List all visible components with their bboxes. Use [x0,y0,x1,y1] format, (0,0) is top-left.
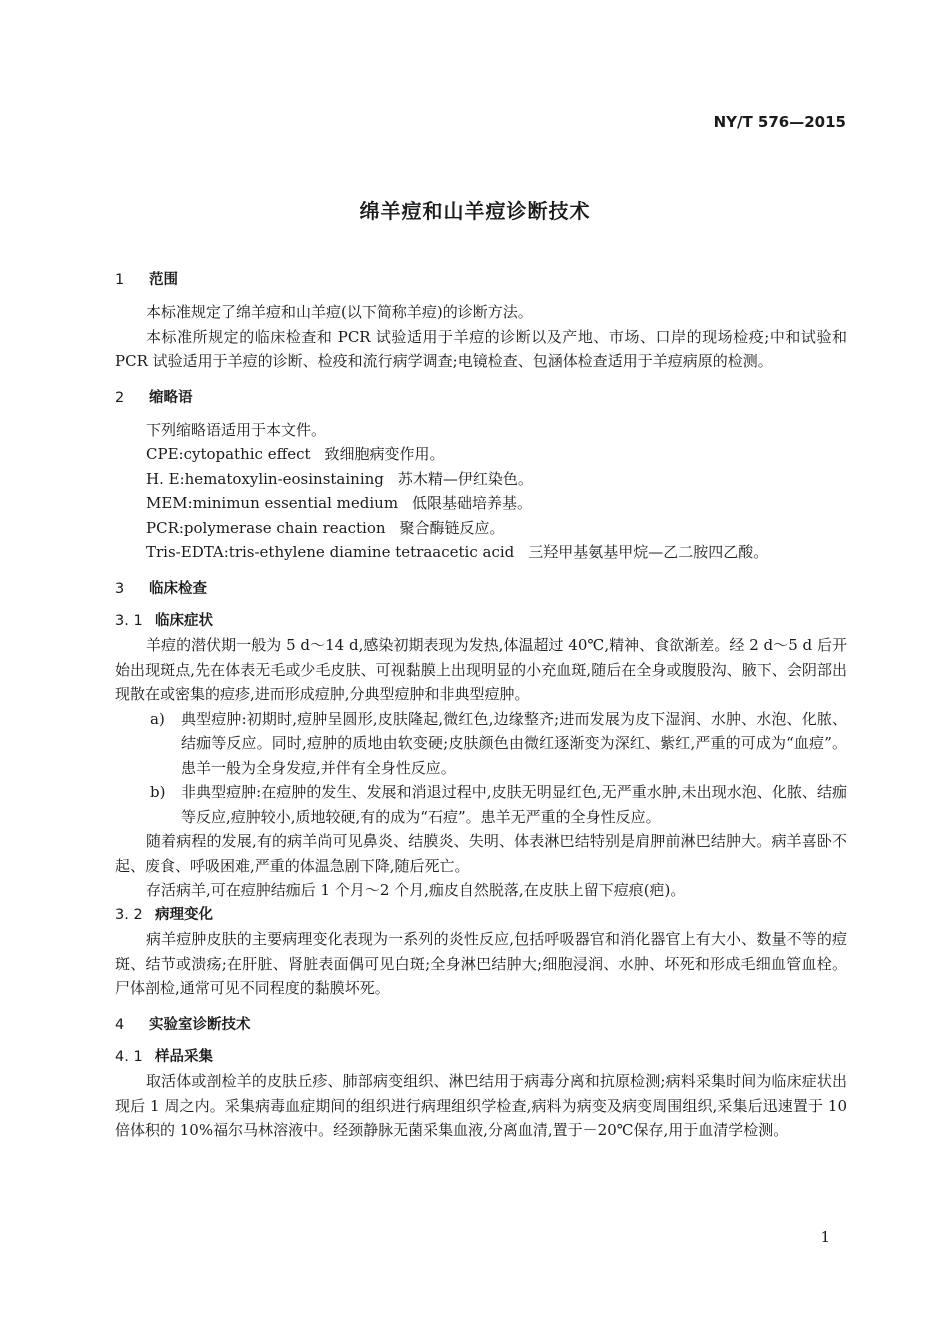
abbreviation-item [115,467,847,492]
section-title: 范围 [149,272,178,288]
section-number: 4 [115,1016,125,1033]
section-title: 实验室诊断技术 [149,1016,251,1033]
abbreviation-term: PCR:polymerase chain reaction [146,518,386,537]
section-number: 2 [115,389,125,406]
abbreviation-term: CPE:cytopathic effect [146,445,311,463]
abbreviation-meaning: 致细胞病变作用。 [324,445,445,463]
subsection-number: 3. 1 [115,612,143,629]
abbreviation-meaning: 聚合酶链反应。 [399,518,505,537]
abbreviation-meaning: 苏木精—伊红染色。 [397,469,533,488]
section-number: 1 [115,272,125,288]
list-label: b) [150,783,166,801]
subsection-title: 样品采集 [155,1048,213,1065]
subsection-title: 病理变化 [155,906,213,923]
abbreviation-item [115,540,847,565]
paragraph: 下列缩略语适用于本文件。 [146,420,327,439]
subsection-number: 3. 2 [115,906,143,923]
subsection-3-2-heading [115,903,847,928]
paragraph: 本标准所规定的临床检查和 PCR 试验适用于羊痘的诊断以及产地、市场、口岸的现场检疫;中和试验和 PCR 试验适用于羊痘的诊断、检疫和流行病学调查;电镜检查、包涵体检查适用于羊痘病原的检测。 [115,327,847,370]
abbreviation-meaning: 低限基础培养基。 [412,494,533,512]
standard-number: NY/T 576—2015 [713,113,846,131]
abbreviation-item [115,516,847,541]
abbreviation-item [115,491,847,516]
section-title: 临床检查 [149,580,207,597]
list-item-b [115,780,847,829]
section-2-heading [115,386,847,410]
document-body [115,268,847,1143]
subsection-number: 4. 1 [115,1048,143,1065]
paragraph: 本标准规定了绵羊痘和山羊痘(以下简称羊痘)的诊断方法。 [146,303,533,321]
list-text: 非典型痘肿:在痘肿的发生、发展和消退过程中,皮肤无明显红色,无严重水肿,未出现水泡、化脓、结痂等反应,痘肿较小,质地较硬,有的成为“石痘”。患羊无严重的全身性反应。 [181,783,847,826]
section-3-heading [115,577,847,601]
abbreviation-item [115,442,847,467]
section-4-heading [115,1013,847,1037]
abbreviation-term: Tris-EDTA:tris-ethylene diamine tetraacetic acid [146,543,515,561]
paragraph: 取活体或剖检羊的皮肤丘疹、肺部病变组织、淋巴结用于病毒分离和抗原检测;病料采集时间为临床症状出现后 1 周之内。采集病毒血症期间的组织进行病理组织学检查,病料为病变及病变周围组织,采集后迅速置于 10 倍体积的 10%福尔马林溶液中。经颈静脉无菌采集血液,分离血清,置于－20℃保存,用于血清学检测。 [115,1072,847,1139]
list-label: a) [150,709,165,728]
list-text: 典型痘肿:初期时,痘肿呈圆形,皮肤隆起,微红色,边缘整齐;进而发展为皮下湿润、水肿、水泡、化脓、结痂等反应。同时,痘肿的质地由软变硬;皮肤颜色由微红逐渐变为深红、紫红,严重的可成为“血痘”。患羊一般为全身发痘,并伴有全身性反应。 [181,709,847,777]
page-number: 1 [820,1228,830,1246]
section-number: 3 [115,580,125,597]
section-title: 缩略语 [149,389,193,406]
section-1-heading [115,268,847,292]
document-title: 绵羊痘和山羊痘诊断技术 [359,199,591,223]
paragraph: 随着病程的发展,有的病羊尚可见鼻炎、结膜炎、失明、体表淋巴结特别是肩胛前淋巴结肿大。病羊喜卧不起、废食、呼吸困难,严重的体温急剧下降,随后死亡。 [115,832,847,875]
abbreviation-term: MEM:minimun essential medium [146,494,399,512]
paragraph: 羊痘的潜伏期一般为 5 d～14 d,感染初期表现为发热,体温超过 40℃,精神、食欲渐差。经 2 d～5 d 后开始出现斑点,先在体表无毛或少毛皮肤、可视黏膜上出现明显的小充血斑,随后在全身或腹股沟、腋下、会阴部出现散在或密集的痘疹,进而形成痘肿,分典型痘肿和非典型痘肿。 [115,636,847,703]
paragraph: 病羊痘肿皮肤的主要病理变化表现为一系列的炎性反应,包括呼吸器官和消化器官上有大小、数量不等的痘斑、结节或溃疡;在肝脏、肾脏表面偶可见白斑;全身淋巴结肿大;细胞浸润、水肿、坏死和形成毛细血管血栓。尸体剖检,通常可见不同程度的黏膜坏死。 [115,930,847,997]
abbreviation-meaning: 三羟甲基氨基甲烷—乙二胺四乙酸。 [528,543,769,561]
list-item-a [115,707,847,781]
abbreviation-term: H. E:hematoxylin-eosinstaining [146,469,384,488]
subsection-title: 临床症状 [155,612,213,629]
subsection-4-1-heading [115,1045,847,1070]
paragraph: 存活病羊,可在痘肿结痂后 1 个月～2 个月,痂皮自然脱落,在皮肤上留下痘痕(疤)。 [146,881,686,899]
subsection-3-1-heading [115,609,847,634]
